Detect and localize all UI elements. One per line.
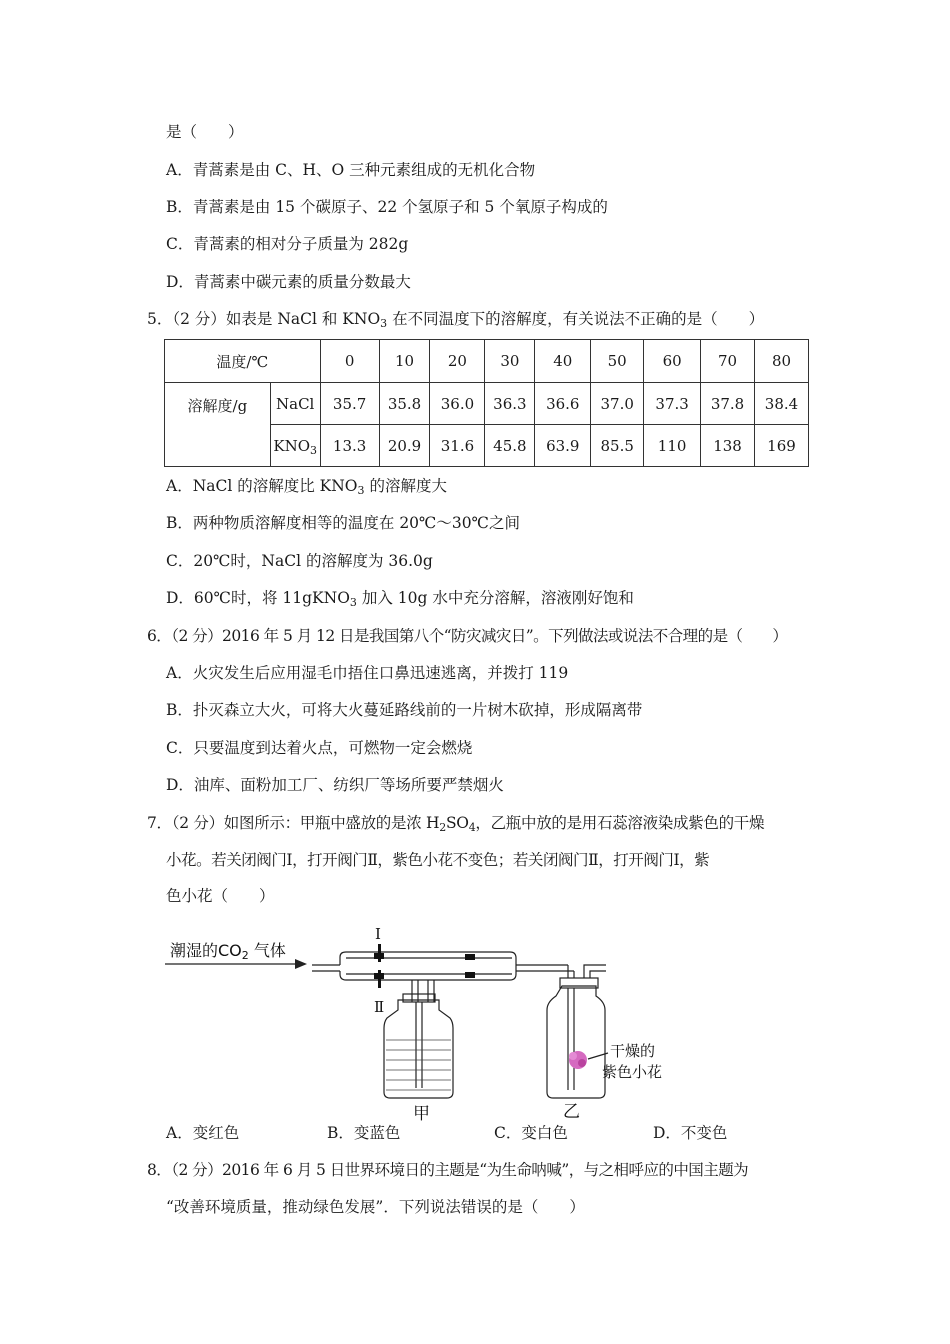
temp-cell: 30 <box>485 340 535 383</box>
q6-option-d: D．油库、面粉加工厂、纺织厂等场所要严禁烟火 <box>166 776 504 794</box>
nacl-cell: 37.0 <box>591 383 644 425</box>
q7-stem-line2: 小花。若关闭阀门Ⅰ，打开阀门Ⅱ，紫色小花不变色；若关闭阀门Ⅱ，打开阀门Ⅰ，紫 <box>166 851 710 869</box>
q6-option-b: B．扑灭森立大火，可将大火蔓延路线前的一片树木砍掉，形成隔离带 <box>166 701 643 719</box>
solubility-header: 溶解度/g <box>165 383 271 467</box>
temp-cell: 60 <box>644 340 701 383</box>
q5-stem-sub: 3 <box>380 317 388 330</box>
temp-cell: 20 <box>430 340 485 383</box>
q7-line1-pre: 7．（2 分）如图所示：甲瓶中盛放的是浓 H <box>147 814 440 832</box>
kno3-cell: 13.3 <box>320 425 379 467</box>
q7-line1-sub2: 4 <box>468 821 476 834</box>
nacl-label: NaCl <box>270 383 320 425</box>
purple-flower-icon <box>569 1051 587 1069</box>
q5-stem <box>147 309 764 329</box>
bottle-b <box>547 986 605 1098</box>
bottle-a-label: 甲 <box>413 1104 430 1124</box>
q6-option-a: A．火灾发生后应用湿毛巾捂住口鼻迅速逃离，并拨打 119 <box>166 664 569 682</box>
temp-header: 温度/℃ <box>165 340 321 383</box>
q5-option-d <box>166 588 634 608</box>
valve-2-label: Ⅱ <box>374 998 385 1016</box>
temp-cell: 50 <box>591 340 644 383</box>
q6-option-c: C．只要温度到达着火点，可燃物一定会燃烧 <box>166 739 473 757</box>
nacl-cell: 37.3 <box>644 383 701 425</box>
q7-line1-post: ，乙瓶中放的是用石蕊溶液染成紫色的干燥 <box>475 814 765 832</box>
temp-cell: 40 <box>535 340 591 383</box>
temp-cell: 0 <box>320 340 379 383</box>
flower-label-1: 干燥的 <box>610 1042 656 1060</box>
q8-stem-line1: 8．（2 分）2016 年 6 月 5 日世界环境日的主题是“为生命呐喊”，与之相呼应的中国主题为 <box>147 1161 749 1179</box>
temp-cell: 70 <box>701 340 755 383</box>
kno3-label-sub: 3 <box>310 443 317 457</box>
q5-option-d-pre: D．60℃时，将 11gKNO <box>166 589 350 607</box>
q5-option-a-sub: 3 <box>357 484 365 497</box>
q7-option-b: B．变蓝色 <box>327 1124 401 1142</box>
q4-option-c: C．青蒿素的相对分子质量为 282g <box>166 235 409 253</box>
kno3-cell: 138 <box>701 425 755 467</box>
q7-option-c: C．变白色 <box>494 1124 568 1142</box>
q7-stem-line1 <box>147 813 764 833</box>
q5-stem-post: 在不同温度下的溶解度，有关说法不正确的是（ ） <box>387 310 765 328</box>
nacl-cell: 35.7 <box>320 383 379 425</box>
connector-icon <box>465 954 475 960</box>
bottle-a <box>384 1000 453 1098</box>
kno3-label-text: KNO <box>273 436 310 455</box>
q5-option-a-pre: A．NaCl 的溶解度比 KNO <box>166 477 358 495</box>
q4-option-b: B．青蒿素是由 15 个碳原子、22 个氢原子和 5 个氧原子构成的 <box>166 198 608 216</box>
q5-option-d-post: 加入 10g 水中充分溶解，溶液刚好饱和 <box>356 589 634 607</box>
q5-option-a-post: 的溶解度大 <box>364 477 447 495</box>
q7-stem-line3: 色小花（ ） <box>166 887 275 905</box>
gas-label: 潮湿的CO2 气体 <box>170 941 286 962</box>
q7-line1-mid: SO <box>445 814 469 832</box>
temp-cell: 10 <box>379 340 430 383</box>
kno3-cell: 20.9 <box>379 425 430 467</box>
kno3-label <box>270 425 320 467</box>
nacl-cell: 35.8 <box>379 383 430 425</box>
q5-option-b: B．两种物质溶解度相等的温度在 20℃～30℃之间 <box>166 514 520 532</box>
kno3-cell: 45.8 <box>485 425 535 467</box>
nacl-cell: 36.0 <box>430 383 485 425</box>
flower-label-2: 紫色小花 <box>602 1063 663 1081</box>
q4-stem-tail: 是（ ） <box>166 123 244 141</box>
valve-1-label: Ⅰ <box>375 925 381 943</box>
q6-stem: 6．（2 分）2016 年 5 月 12 日是我国第八个“防灾减灾日”。下列做法或说法不合理的是（ ） <box>147 627 788 645</box>
kno3-cell: 63.9 <box>535 425 591 467</box>
q4-option-a: A．青蒿素是由 C、H、O 三种元素组成的无机化合物 <box>166 161 536 179</box>
q4-option-d: D．青蒿素中碳元素的质量分数最大 <box>166 273 411 291</box>
nacl-cell: 37.8 <box>701 383 755 425</box>
q5-option-d-sub: 3 <box>349 596 357 609</box>
q8-stem-line2: “改善环境质量，推动绿色发展”．下列说法错误的是（ ） <box>166 1198 585 1216</box>
kno3-cell: 169 <box>754 425 808 467</box>
q7-line1-sub1: 2 <box>439 821 446 834</box>
kno3-cell: 110 <box>644 425 701 467</box>
temp-cell: 80 <box>754 340 808 383</box>
q5-option-a <box>166 476 447 496</box>
q7-option-a: A．变红色 <box>166 1124 240 1142</box>
kno3-cell: 85.5 <box>591 425 644 467</box>
q5-stem-pre: 5．（2 分）如表是 NaCl 和 KNO <box>147 310 381 328</box>
gas-arrow-head <box>295 959 307 969</box>
q5-option-c: C．20℃时，NaCl 的溶解度为 36.0g <box>166 552 433 570</box>
nacl-cell: 36.6 <box>535 383 591 425</box>
q7-option-d: D．不变色 <box>653 1124 728 1142</box>
table-row-temp <box>165 340 809 383</box>
kno3-cell: 31.6 <box>430 425 485 467</box>
nacl-cell: 36.3 <box>485 383 535 425</box>
table-row-nacl <box>165 383 809 425</box>
bottle-b-label: 乙 <box>563 1102 580 1122</box>
nacl-cell: 38.4 <box>754 383 808 425</box>
solubility-table <box>164 339 809 467</box>
apparatus-figure <box>160 910 710 1125</box>
